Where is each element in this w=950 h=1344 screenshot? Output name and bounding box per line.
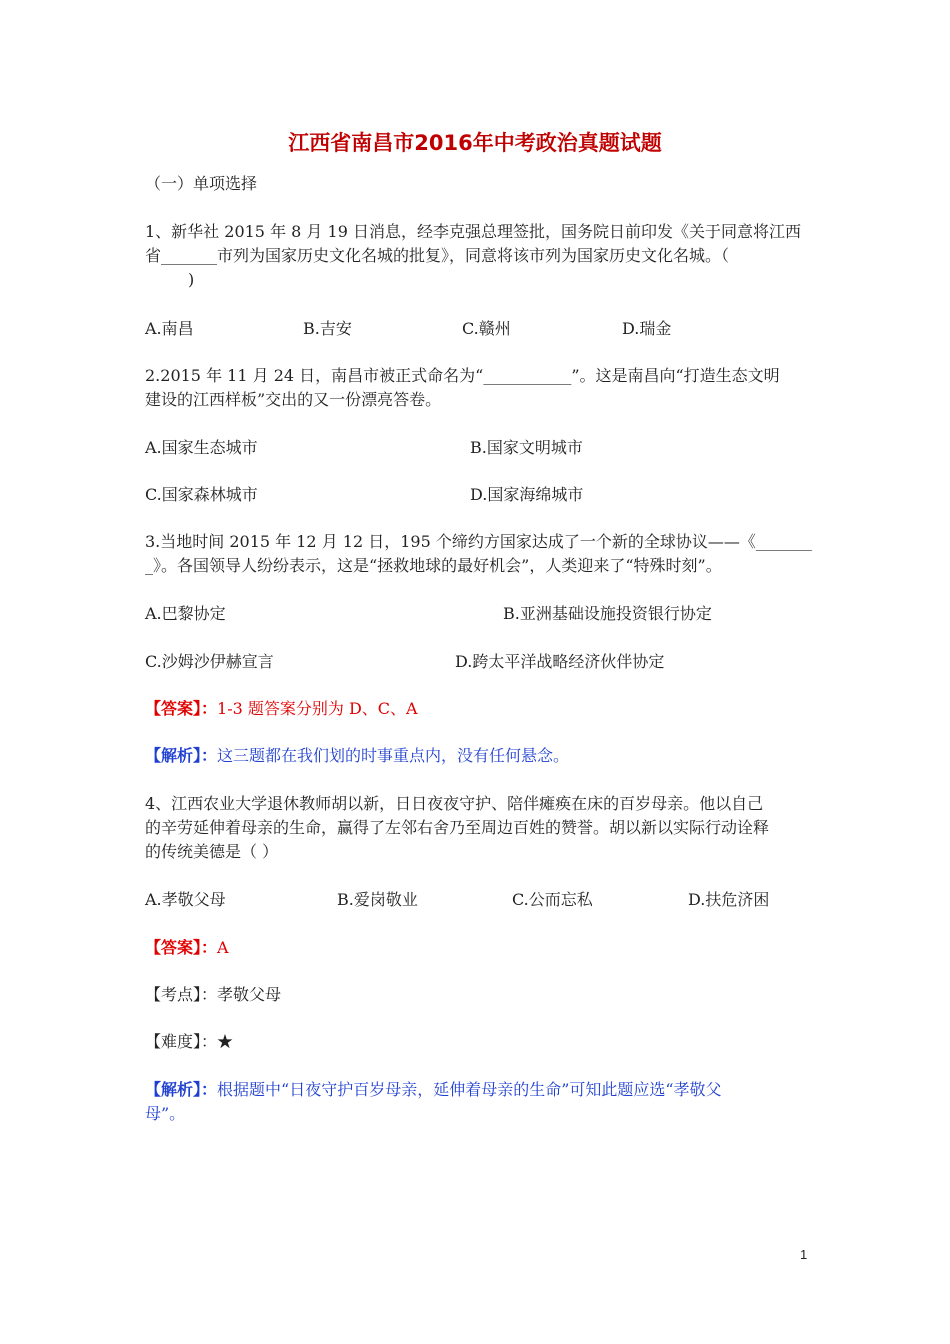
question-3-line-1: 3.当地时间 2015 年 12 月 12 日，195 个缔约方国家达成了一个新的全球协议——《_______ [145,532,812,551]
question-2-option-b: B.国家文明城市 [470,438,583,457]
question-1-line-1: 1、新华社 2015 年 8 月 19 日消息，经李克强总理签批，国务院日前印发《关于同意将江西 [145,222,801,241]
question-4-line-3: 的传统美德是（ ） [145,842,279,861]
question-1-option-c: C.赣州 [462,319,511,338]
question-2-option-d: D.国家海绵城市 [470,485,584,504]
difficulty-star: ★ [217,1032,234,1051]
question-2-option-a: A.国家生态城市 [145,438,258,457]
answer-text: 1-3 题答案分别为 D、C、A [217,699,418,718]
analysis-1-3 [145,746,569,766]
question-4-option-c: C.公而忘私 [512,890,593,909]
page-number: 1 [800,1247,808,1262]
question-3-option-c: C.沙姆沙伊赫宣言 [145,652,274,671]
knowledge-point-4 [145,985,281,1005]
analysis-label: 【解析】： [145,1080,218,1099]
analysis-4-line-1 [145,1080,722,1100]
question-1-option-a: A.南昌 [145,319,194,338]
question-3-option-b: B.亚洲基础设施投资银行协定 [503,604,712,623]
analysis-4-line-2: 母”。 [145,1104,186,1123]
question-3-option-a: A.巴黎协定 [145,604,226,623]
knowledge-point-text: 孝敬父母 [217,985,282,1004]
answer-4 [145,938,229,958]
question-1-line-2: 省_______市列为国家历史文化名城的批复》，同意将该市列为国家历史文化名城。（ [145,246,730,265]
section-heading: （一）单项选择 [145,174,258,193]
question-3-line-2: _》。各国领导人纷纷表示，这是“拯救地球的最好机会”，人类迎来了“特殊时刻”。 [145,556,722,575]
difficulty-label: 【难度】： [145,1032,218,1051]
question-2-line-1: 2.2015 年 11 月 24 日，南昌市被正式命名为“___________”。这是南昌向“打造生态文明 [145,366,780,385]
question-4-line-1: 4、江西农业大学退休教师胡以新，日日夜夜守护、陪伴瘫痪在床的百岁母亲。他以自己 [145,794,764,813]
analysis-text: 这三题都在我们划的时事重点内，没有任何悬念。 [217,746,570,765]
question-1-line-3: ) [188,270,195,289]
question-2-option-c: C.国家森林城市 [145,485,258,504]
question-1-option-b: B.吉安 [303,319,352,338]
question-2-line-2: 建设的江西样板”交出的又一份漂亮答卷。 [145,390,442,409]
analysis-label: 【解析】： [145,746,218,765]
question-4-line-2: 的辛劳延伸着母亲的生命，赢得了左邻右舍乃至周边百姓的赞誉。胡以新以实际行动诠释 [145,818,770,837]
question-1-option-d: D.瑞金 [622,319,672,338]
answer-label: 【答案】： [145,699,218,718]
knowledge-point-label: 【考点】： [145,985,218,1004]
answer-1-3 [145,699,418,719]
difficulty-4 [145,1032,233,1052]
answer-text: A [217,938,229,957]
document-title: 江西省南昌市2016年中考政治真题试题 [288,131,662,155]
question-4-option-b: B.爱岗敬业 [337,890,418,909]
question-4-option-a: A.孝敬父母 [145,890,226,909]
analysis-text: 根据题中“日夜守护百岁母亲，延伸着母亲的生命”可知此题应选“孝敬父 [217,1080,722,1099]
answer-label: 【答案】： [145,938,218,957]
question-3-option-d: D.跨太平洋战略经济伙伴协定 [455,652,665,671]
question-4-option-d: D.扶危济困 [688,890,770,909]
